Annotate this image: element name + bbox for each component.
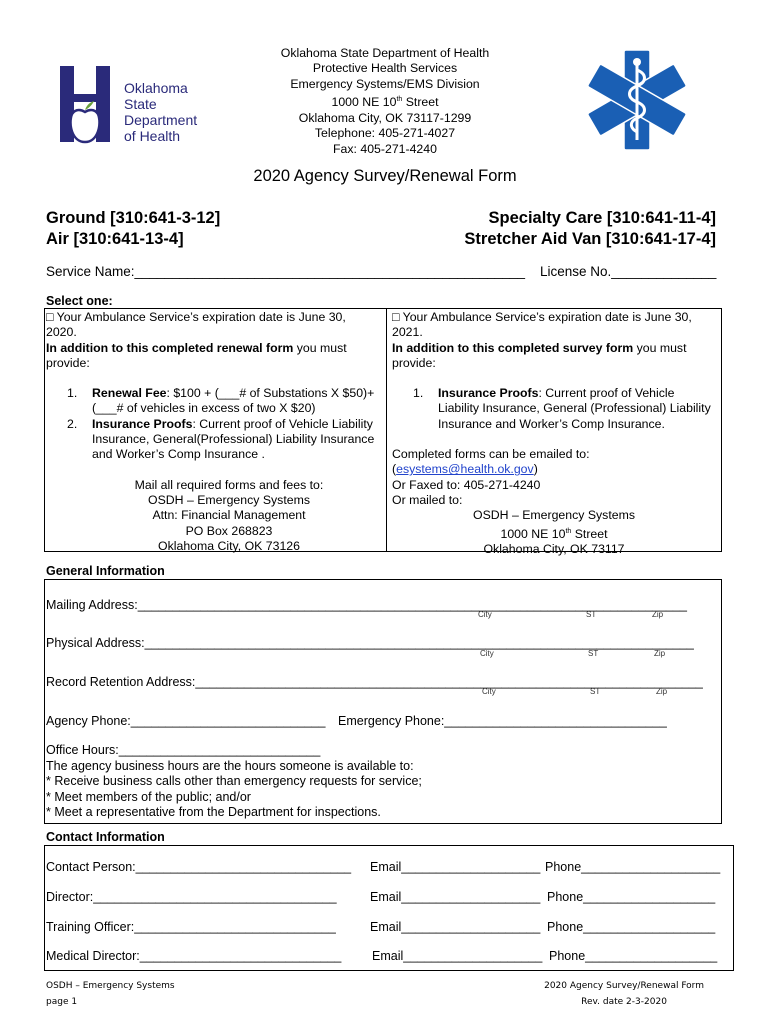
city-caption: City <box>478 610 492 619</box>
email-link[interactable]: esystems@health.ok.gov <box>396 462 534 477</box>
mailing-address-field[interactable]: Mailing Address:_______________________________________________________________________________ <box>46 598 687 612</box>
header-street-line: 1000 NE 10th Street <box>331 95 439 110</box>
record-retention-address-field[interactable]: Record Retention Address:_________________________________________________________________________ <box>46 675 703 689</box>
contact-person-email-field[interactable]: Email____________________ <box>370 860 541 874</box>
state-caption: ST <box>588 649 599 658</box>
zip-caption: Zip <box>652 610 664 619</box>
emergency-phone-field[interactable]: Emergency Phone:________________________________ <box>338 714 667 728</box>
renewal-checkbox[interactable]: □ <box>46 310 54 324</box>
state-caption: ST <box>590 687 601 696</box>
osdh-logo <box>58 64 208 154</box>
director-email-field[interactable]: Email____________________ <box>370 890 541 904</box>
physical-address-field[interactable]: Physical Address:_______________________________________________________________________________ <box>46 636 694 650</box>
logo-wordmark: Oklahoma State Department of Health <box>124 80 198 144</box>
general-info-title: General Information <box>46 564 165 578</box>
renewal-option: □ Your Ambulance Service’s expiration date is June 30, 2020. In addition to this completed renewal form you must provide: 1. Renewal Fee: $100 + (___# of Substations X $50)+(___# of vehicles in excess of two X $20) 2. Insurance Proofs: Current proof of Vehicle Liability Insurance, General(Professional) Liability Insurance and Worker’s Comp Insurance . Mail all required forms and fees to: OSDH – Emergency Systems Attn: Financial Management PO Box 268823 Oklahoma City, OK 73126 <box>46 310 382 554</box>
license-number-field[interactable]: License No.______________ <box>540 264 717 279</box>
office-hours-description: The agency business hours are the hours someone is available to: * Receive business calls other than emergency requests for service; * Meet members of the public; and/or * Meet a representative from the Department for inspections. <box>46 759 422 819</box>
star-of-life-icon <box>584 48 690 152</box>
zip-caption: Zip <box>654 649 666 658</box>
state-caption: ST <box>586 610 597 619</box>
form-title: 2020 Agency Survey/Renewal Form <box>253 167 517 185</box>
city-caption: City <box>480 649 494 658</box>
select-one-label: Select one: <box>46 294 113 308</box>
footer-left: OSDH – Emergency Systems page 1 <box>46 981 175 1007</box>
city-caption: City <box>482 687 496 696</box>
training-officer-email-field[interactable]: Email____________________ <box>370 920 541 934</box>
survey-submission-info: Completed forms can be emailed to: (esystems@health.ok.gov) Or Faxed to: 405-271-4240 Or mailed to: OSDH – Emergency Systems 1000 NE 10th Street Oklahoma City, OK 73117 <box>392 447 635 556</box>
renewal-mailing-address: Mail all required forms and fees to: OSDH – Emergency Systems Attn: Financial Management PO Box 268823 Oklahoma City, OK 73126 <box>134 477 324 553</box>
service-name-field[interactable]: Service Name:____________________________________________________ <box>46 264 525 279</box>
zip-caption: Zip <box>656 687 668 696</box>
contact-info-title: Contact Information <box>46 830 165 844</box>
header-line: Fax: 405-271-4240 <box>333 141 437 156</box>
list-item: 1. Renewal Fee: $100 + (___# of Substations X $50)+(___# of vehicles in excess of two X $20) <box>67 386 375 416</box>
header-line: Emergency Systems/EMS Division <box>290 76 480 91</box>
medical-director-email-field[interactable]: Email____________________ <box>372 949 543 963</box>
contact-person-field[interactable]: Contact Person:_______________________________ <box>46 860 352 874</box>
medical-director-phone-field[interactable]: Phone___________________ <box>549 949 718 963</box>
survey-checkbox[interactable]: □ <box>392 310 400 324</box>
survey-option: □ Your Ambulance Service’s expiration date is June 30, 2021. In addition to this completed survey form you must provide: 1. Insurance Proofs: Current proof of Vehicle Liability Insurance, General (Professional) Liability Insurance and Worker’s Comp Insurance. Completed forms can be emailed to: (esystems@health.ok.gov) Or Faxed to: 405-271-4240 Or mailed to: OSDH – Emergency Systems 1000 NE 10th Street Oklahoma City, OK 73117 <box>392 310 716 557</box>
survey-requirements-list <box>392 386 716 432</box>
header-line: Protective Health Services <box>312 61 458 76</box>
header-line: Telephone: 405-271-4027 <box>314 126 456 141</box>
medical-director-field[interactable]: Medical Director:_____________________________ <box>46 949 342 963</box>
list-item: 1. Insurance Proofs: Current proof of Vehicle Liability Insurance, General (Professional) Liability Insurance and Worker’s Comp Insurance. <box>413 386 711 431</box>
agency-address-block <box>250 46 520 157</box>
category-air: Air [310:641-13-4] <box>46 230 184 248</box>
category-stretcher-aid-van: Stretcher Aid Van [310:641-17-4] <box>464 230 716 248</box>
training-officer-phone-field[interactable]: Phone___________________ <box>547 920 716 934</box>
header-line: Oklahoma State Department of Health <box>280 46 490 60</box>
contact-person-phone-field[interactable]: Phone____________________ <box>545 860 721 874</box>
list-item: 2. Insurance Proofs: Current proof of Vehicle Liability Insurance, General(Professional) Liability Insurance and Worker’s Comp Insurance . <box>67 416 375 462</box>
agency-phone-field[interactable]: Agency Phone:____________________________ <box>46 714 326 728</box>
renewal-requirements-list <box>46 386 382 462</box>
director-field[interactable]: Director:___________________________________ <box>46 890 337 904</box>
header-line: Oklahoma City, OK 73117-1299 <box>298 110 472 125</box>
director-phone-field[interactable]: Phone___________________ <box>547 890 716 904</box>
category-specialty-care: Specialty Care [310:641-11-4] <box>488 209 716 227</box>
office-hours-field[interactable]: Office Hours:_____________________________ <box>46 743 321 757</box>
training-officer-field[interactable]: Training Officer:_____________________________ <box>46 920 336 934</box>
category-ground: Ground [310:641-3-12] <box>46 209 221 227</box>
footer-right: 2020 Agency Survey/Renewal Form Rev. date 2-3-2020 <box>544 981 704 1007</box>
